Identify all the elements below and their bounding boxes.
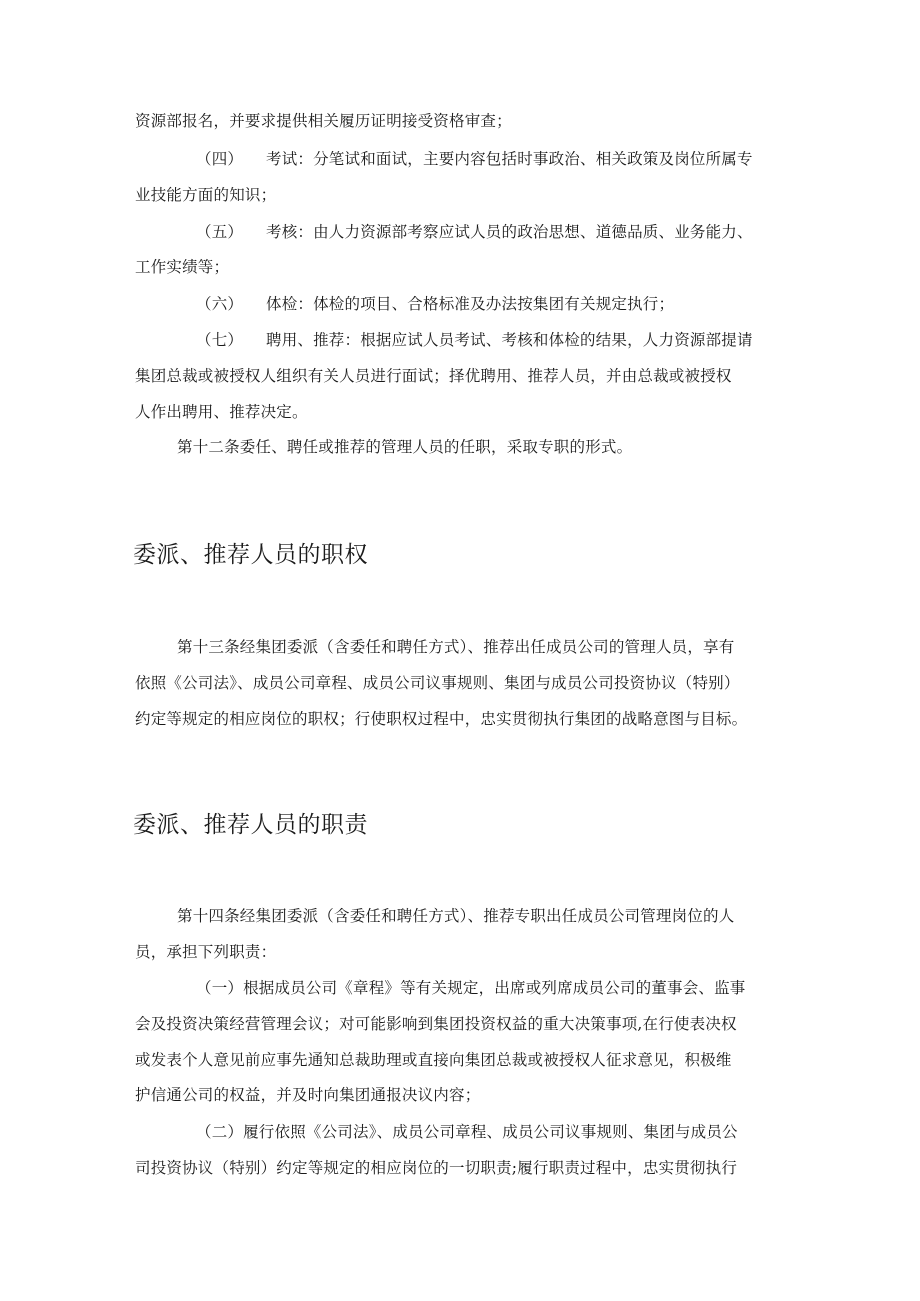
duty-item-2: （二）履行依照《公司法》、成员公司章程、成员公司议事规则、集团与成员公 xyxy=(196,1123,738,1141)
list-item-number: （六） xyxy=(196,295,244,313)
section-heading-duties: 委派、推荐人员的职责 xyxy=(133,812,368,838)
list-item xyxy=(196,293,674,315)
paragraph-line: 工作实绩等； xyxy=(135,258,230,276)
article-13-line: 依照《公司法》、成员公司章程、成员公司议事规则、集团与成员公司投资协议（特别） xyxy=(135,674,740,692)
article-13-line: 第十三条经集团委派（含委任和聘任方式）、推荐出任成员公司的管理人员，享有 xyxy=(177,638,735,656)
list-item-text: 体检：体检的项目、合格标准及办法按集团有关规定执行； xyxy=(266,295,675,313)
list-item-text: 聘用、推荐：根据应试人员考试、考核和体检的结果，人力资源部提请 xyxy=(266,331,753,349)
article-13-line: 约定等规定的相应岗位的职权；行使职权过程中，忠实贯彻执行集团的战略意图与目标。 xyxy=(135,710,748,728)
paragraph-line: 集团总裁或被授权人组织有关人员进行面试；择优聘用、推荐人员，并由总裁或被授权 xyxy=(135,367,732,385)
paragraph-line: 业技能方面的知识； xyxy=(135,186,277,204)
list-item-text: 考核：由人力资源部考察应试人员的政治思想、道德品质、业务能力、 xyxy=(266,223,753,241)
list-item-number: （四） xyxy=(196,150,244,168)
duty-item-1-cont: 或发表个人意见前应事先通知总裁助理或直接向集团总裁或被授权人征求意见，积极维 xyxy=(135,1051,732,1069)
duty-item-1-cont: 护信通公司的权益，并及时向集团通报决议内容； xyxy=(135,1086,481,1104)
list-item xyxy=(196,221,753,243)
article-14-line: 员，承担下列职责： xyxy=(135,943,277,961)
duty-item-1-cont: 会及投资决策经营管理会议；对可能影响到集团投资权益的重大决策事项,在行使表决权 xyxy=(135,1015,737,1033)
paragraph-line: 资源部报名，并要求提供相关履历证明接受资格审查； xyxy=(135,112,512,130)
list-item-number: （五） xyxy=(196,223,244,241)
section-heading-powers: 委派、推荐人员的职权 xyxy=(133,542,368,568)
list-item-number: （七） xyxy=(196,331,244,349)
paragraph-line: 人作出聘用、推荐决定。 xyxy=(135,403,308,421)
duty-item-1: （一）根据成员公司《章程》等有关规定，出席或列席成员公司的董事会、监事 xyxy=(196,979,746,997)
list-item-text: 考试：分笔试和面试，主要内容包括时事政治、相关政策及岗位所属专 xyxy=(266,150,753,168)
article-12: 第十二条委任、聘任或推荐的管理人员的任职，采取专职的形式。 xyxy=(177,438,633,456)
list-item xyxy=(196,148,753,170)
article-14-line: 第十四条经集团委派（含委任和聘任方式）、推荐专职出任成员公司管理岗位的人 xyxy=(177,907,735,925)
duty-item-2-cont: 司投资协议（特别）约定等规定的相应岗位的一切职责;履行职责过程中，忠实贯彻执行 xyxy=(135,1159,738,1177)
list-item xyxy=(196,329,753,351)
